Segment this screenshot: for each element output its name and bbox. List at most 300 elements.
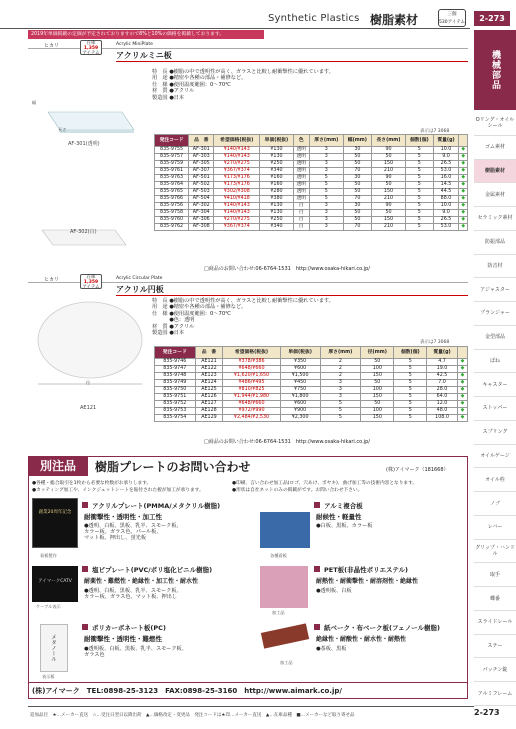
table-header: 厚さ(mm) xyxy=(309,135,343,147)
side-tab[interactable]: ばね xyxy=(474,350,516,374)
cart-icon[interactable]: ◆ xyxy=(459,147,468,154)
table-header: 希望価格(税抜) xyxy=(214,135,260,147)
table-cell: ¥378/¥386 xyxy=(223,359,280,366)
card3-title: 塩ビプレート(PVC/ポリ塩化ビニル樹脂) xyxy=(92,566,213,574)
table-row xyxy=(155,359,468,366)
table-row xyxy=(155,154,468,161)
p2-spec: ●色：透明 xyxy=(152,317,195,324)
pc-sign-image: メタノール xyxy=(40,624,68,672)
card5-title: ポリカーボネート板(PC) xyxy=(92,624,166,632)
table-cell: AF-303 xyxy=(189,154,214,161)
table-cell: 150 xyxy=(371,161,405,168)
card5-desc-line: ガラス色 xyxy=(84,652,105,659)
p1-en-name: Acrylic MiniPlate xyxy=(116,42,153,47)
footer-page-number: 2-273 xyxy=(474,708,500,717)
table-cell: 53.0 xyxy=(433,168,459,175)
p1-inquiry[interactable]: □商品のお問い合わせ:06-6764-1531 http://www.osaka-hikari.co.jp/ xyxy=(204,266,370,272)
table-cell: 3 xyxy=(309,217,343,224)
inquiry-note: ●印刷、言い合わせ加工品(ロゴ、穴あけ、ボヤキ)、曲げ加工等の技術内容となります。 xyxy=(232,481,418,486)
table-header: 品 番 xyxy=(195,347,223,359)
table-cell: ¥130 xyxy=(260,203,294,210)
card3-desc xyxy=(84,588,182,600)
table-cell: 835-9756 xyxy=(155,203,189,210)
table-cell: 50 xyxy=(343,161,371,168)
table-cell: AF-307 xyxy=(189,168,214,175)
table-cell: 透明 xyxy=(293,147,309,154)
card5-desc xyxy=(84,646,187,658)
p2-brand: ヒカリ xyxy=(44,277,60,283)
table-header: 径(mm) xyxy=(361,347,394,359)
table-cell: ¥140/¥143 xyxy=(214,210,260,217)
table-cell: 50 xyxy=(371,154,405,161)
table-cell: 90 xyxy=(371,175,405,182)
table-cell: ¥350 xyxy=(280,359,320,366)
table-cell: 835-9750 xyxy=(155,387,196,394)
table-cell: 5 xyxy=(406,175,434,182)
badge-line2: 530アイテム xyxy=(439,20,465,25)
inquiry-maker: (株)アイマーク（181668） xyxy=(386,467,449,473)
table-cell: 5 xyxy=(309,175,343,182)
table-row xyxy=(155,408,468,415)
p1-stock-box xyxy=(80,40,102,55)
p1-spec: 材 質 ●アクリル xyxy=(152,88,195,95)
table-cell: 50 xyxy=(361,401,394,408)
p1-count: 表示は7 3068 xyxy=(420,129,450,134)
inquiry-contact[interactable]: (株)アイマーク TEL:0898-25-3123 FAX:0898-25-3160 http://www.aimark.co.jp/ xyxy=(32,687,342,695)
table-row xyxy=(155,168,468,175)
price-notice: 2019年単価掲載の定価が予定されておりますので8%と10%の価格を掲載しております。 xyxy=(28,30,264,39)
header-kanji: 樹脂素材 xyxy=(370,13,419,27)
table-cell: 100 xyxy=(361,387,394,394)
cart-icon[interactable]: ◆ xyxy=(457,387,467,394)
table-cell: ¥302/¥308 xyxy=(214,189,260,196)
card2-bullet xyxy=(314,502,320,508)
side-tab[interactable]: 金型部品 xyxy=(474,326,516,350)
card1-desc xyxy=(84,523,182,542)
footer-legend: 追加品目 ★…メーカー直送 ☆…受注日翌日以降出荷 ▲…価格改定・変更品 発注コードは★印…メーカー直送 ▲…在庫品種 ■…メーカーなど取り寄せ品 xyxy=(30,713,355,718)
table-cell: ¥900 xyxy=(280,408,320,415)
table-cell: AF-501 xyxy=(189,175,214,182)
table-cell: ¥2,484/¥2,530 xyxy=(223,415,280,422)
p1-brand: ヒカリ xyxy=(44,43,60,49)
table-cell: AE123 xyxy=(195,373,223,380)
table-cell: 70 xyxy=(343,168,371,175)
table-cell: 150 xyxy=(371,189,405,196)
table-header: 色 xyxy=(293,135,309,147)
table-cell: AF-503 xyxy=(189,189,214,196)
table-cell: 835-9757 xyxy=(155,154,189,161)
p1-img2-label: AF-302(白) xyxy=(70,229,97,235)
table-cell: 5 xyxy=(406,189,434,196)
table-cell: ¥410/¥418 xyxy=(214,196,260,203)
table-cell: ¥648/¥660 xyxy=(223,366,280,373)
cart-icon[interactable]: ◆ xyxy=(457,359,467,366)
side-tab[interactable]: 取手 xyxy=(474,563,516,587)
table-cell: 5 xyxy=(406,217,434,224)
table-cell: 50 xyxy=(361,359,394,366)
table-cell: ¥130 xyxy=(260,154,294,161)
table-row xyxy=(155,394,468,401)
cart-icon[interactable]: ◆ xyxy=(459,182,468,189)
table-cell: ¥160 xyxy=(260,175,294,182)
table-cell: 5 xyxy=(394,373,427,380)
table-cell: 50 xyxy=(343,154,371,161)
table-cell: 90 xyxy=(371,147,405,154)
table-cell: 3 xyxy=(309,168,343,175)
table-cell: 50 xyxy=(371,182,405,189)
table-cell: 5 xyxy=(394,401,427,408)
table-header: 厚さ(mm) xyxy=(320,347,361,359)
table-cell: 3 xyxy=(309,224,343,231)
card2-desc-line: ●白板、黒板、カラー板 xyxy=(316,523,373,529)
table-row xyxy=(155,380,468,387)
sign-text-1: 創業20周年記念 xyxy=(38,510,72,515)
table-cell: ¥600 xyxy=(280,366,320,373)
cart-icon[interactable]: ◆ xyxy=(457,366,467,373)
table-cell: 5 xyxy=(406,224,434,231)
table-cell: AE128 xyxy=(195,408,223,415)
table-cell: ¥270/¥275 xyxy=(214,161,260,168)
card6-caption: 加工品 xyxy=(280,660,293,665)
cart-icon[interactable]: ◆ xyxy=(459,189,468,196)
cart-icon[interactable]: ◆ xyxy=(457,415,467,422)
table-cell: 835-9764 xyxy=(155,182,189,189)
table-cell: ¥600 xyxy=(280,401,320,408)
badge-line1: 三個 xyxy=(447,12,457,17)
table-cell: 5 xyxy=(394,408,427,415)
table-cell: 150 xyxy=(361,394,394,401)
table-header: 質量(g) xyxy=(433,135,459,147)
table-cell: 50 xyxy=(343,210,371,217)
table-header: 希望価格(税抜) xyxy=(223,347,280,359)
table-header: 個数(個) xyxy=(406,135,434,147)
table-cell: 835-9751 xyxy=(155,394,196,401)
p2-spec: 特 長 ●樹脂の中で透明性が高く、ガラスと比較し耐衝撃性に優れています。 xyxy=(152,298,334,304)
side-tab[interactable]: パッチン錠 xyxy=(474,658,516,682)
table-cell: 透明 xyxy=(293,161,309,168)
card3-caption: ケーブル表示 xyxy=(36,604,61,609)
table-row xyxy=(155,387,468,394)
table-cell: 835-9747 xyxy=(155,366,196,373)
table-cell: 28.0 xyxy=(427,387,458,394)
table-cell: 90 xyxy=(371,203,405,210)
table-cell: ¥173/¥176 xyxy=(214,182,260,189)
p1-stock-label: 在庫 xyxy=(86,41,96,46)
table-cell: 2 xyxy=(320,366,361,373)
table-cell: 14.5 xyxy=(433,182,459,189)
side-tab[interactable]: セラミック素材 xyxy=(474,207,516,231)
cart-icon[interactable]: ◆ xyxy=(459,224,468,231)
table-cell: 30 xyxy=(343,203,371,210)
side-tab[interactable]: アルミフレーム xyxy=(474,682,516,706)
table-cell: 5 xyxy=(394,415,427,422)
cart-icon[interactable]: ◆ xyxy=(459,196,468,203)
card4-caption: 加工品 xyxy=(272,610,285,615)
table-cell: 白 xyxy=(293,203,309,210)
table-cell: 44.5 xyxy=(433,189,459,196)
p2-stock-unit: アイテム xyxy=(82,285,100,290)
cart-icon[interactable]: ◆ xyxy=(457,408,467,415)
table-cell: 3 xyxy=(309,161,343,168)
table-header: 発注コード xyxy=(155,135,189,147)
table-header: 幅(mm) xyxy=(343,135,371,147)
table-cell: 835-9752 xyxy=(155,401,196,408)
table-row xyxy=(155,373,468,380)
card1-caption: 看板製作 xyxy=(40,553,57,558)
table-cell: 3 xyxy=(320,380,361,387)
table-cell: 210 xyxy=(371,196,405,203)
table-cell: 835-9746 xyxy=(155,359,196,366)
table-cell: 835-9765 xyxy=(155,189,189,196)
table-cell: ¥130 xyxy=(260,147,294,154)
table-cell: 5 xyxy=(309,182,343,189)
table-cell: 5 xyxy=(320,408,361,415)
p2-inquiry[interactable]: □商品のお問い合わせ:06-6764-1531 http://www.osaka-hikari.co.jp/ xyxy=(204,439,370,445)
table-row xyxy=(155,196,468,203)
p1-name: アクリルミニ板 xyxy=(116,51,172,60)
table-cell: 30 xyxy=(343,147,371,154)
table-cell: 5 xyxy=(406,154,434,161)
p2-en-name: Acrylic Circular Plate xyxy=(116,276,163,281)
table-cell: 5 xyxy=(394,366,427,373)
table-row xyxy=(155,175,468,182)
side-tab[interactable]: アジャスター xyxy=(474,278,516,302)
table-cell: AE122 xyxy=(195,366,223,373)
table-row xyxy=(155,224,468,231)
card5-desc-line: ●透明板、白板、黒板、乳半、スモーク板、 xyxy=(84,646,187,652)
table-cell: 3 xyxy=(320,387,361,394)
p2-count: 表示は7 3068 xyxy=(420,340,450,345)
table-cell: 3 xyxy=(320,394,361,401)
cart-icon[interactable]: ◆ xyxy=(459,161,468,168)
p1-img1-label: AF-301(透明) xyxy=(68,141,100,147)
table-cell: ¥367/¥374 xyxy=(214,224,260,231)
table-cell: ¥340 xyxy=(260,224,294,231)
card6-bullet xyxy=(314,624,320,630)
side-tab[interactable]: スライドレール xyxy=(474,611,516,635)
table-cell: 5 xyxy=(406,182,434,189)
table-cell: ¥1,800 xyxy=(280,394,320,401)
table-cell: AF-306 xyxy=(189,217,214,224)
side-tab[interactable]: 金属素材 xyxy=(474,183,516,207)
p2-spec: 材 質 ●アクリル xyxy=(152,323,195,330)
card6-desc-line: ●茶板、黒板 xyxy=(316,646,347,652)
table-cell: AF-308 xyxy=(189,224,214,231)
side-tab[interactable]: オイル栓 xyxy=(474,468,516,492)
pvc-sign-image xyxy=(32,566,78,602)
table-cell: ¥1,944/¥1,980 xyxy=(223,394,280,401)
table-cell: ¥750 xyxy=(280,387,320,394)
table-cell: 9.0 xyxy=(433,210,459,217)
table-cell: 白 xyxy=(293,224,309,231)
table-cell: 48.0 xyxy=(427,408,458,415)
card4-feature: 耐熱性・耐衝撃性・耐溶剤性・絶縁性 xyxy=(316,578,419,585)
table-cell: 5 xyxy=(406,203,434,210)
cart-icon[interactable]: ◆ xyxy=(459,168,468,175)
side-tab[interactable]: キャスター xyxy=(474,373,516,397)
card5-bullet xyxy=(82,624,88,630)
card6-desc xyxy=(316,646,346,652)
inquiry-tag: 別注品 xyxy=(28,456,88,476)
side-tab[interactable]: オイルゲージ xyxy=(474,445,516,469)
table-cell: ¥173/¥176 xyxy=(214,175,260,182)
table-row xyxy=(155,210,468,217)
table-cell: AE127 xyxy=(195,401,223,408)
table-cell: AE126 xyxy=(195,394,223,401)
side-tab[interactable]: ゴム素材 xyxy=(474,136,516,160)
table-header xyxy=(459,135,468,147)
table-cell: 835-9748 xyxy=(155,373,196,380)
table-cell: ¥270/¥275 xyxy=(214,217,260,224)
cart-icon[interactable]: ◆ xyxy=(457,373,467,380)
table-cell: 5 xyxy=(406,161,434,168)
cart-icon[interactable]: ◆ xyxy=(457,380,467,387)
p1-specs xyxy=(152,69,334,101)
table-cell: 5 xyxy=(309,189,343,196)
p1-spec: 製造国 ●日本 xyxy=(152,94,185,101)
table-row xyxy=(155,182,468,189)
cart-icon[interactable]: ◆ xyxy=(459,175,468,182)
cart-icon[interactable]: ◆ xyxy=(459,217,468,224)
table-header: 長さ(mm) xyxy=(371,135,405,147)
table-row xyxy=(155,203,468,210)
table-cell: 150 xyxy=(361,373,394,380)
table-cell: 835-9766 xyxy=(155,196,189,203)
table-cell: 透明 xyxy=(293,175,309,182)
inquiry-title: 樹脂プレートのお問い合わせ xyxy=(95,460,251,474)
p2-spec: 仕 様 ●使用温度範囲：0〜70℃ xyxy=(152,310,231,317)
table-cell: AF-504 xyxy=(189,196,214,203)
table-cell: 70 xyxy=(343,196,371,203)
table-cell: AE129 xyxy=(195,415,223,422)
side-tab[interactable]: グリップ・ハンドル xyxy=(474,540,516,564)
table-cell: 白 xyxy=(293,217,309,224)
card1-desc-line: カラー板、ガラス色、パール板、 xyxy=(84,529,162,536)
p2-rule xyxy=(116,295,468,296)
table-cell: ¥367/¥374 xyxy=(214,168,260,175)
side-tab[interactable]: レバー xyxy=(474,516,516,540)
side-tab[interactable]: ステー xyxy=(474,635,516,659)
sign-text-2: アイマークCATV xyxy=(38,579,72,584)
table-cell: 3 xyxy=(309,154,343,161)
cart-icon[interactable]: ◆ xyxy=(459,203,468,210)
p1-stock-count: 1,359 xyxy=(83,46,99,51)
card4-bullet xyxy=(314,566,320,572)
acrylic-sign-image xyxy=(32,498,78,548)
footer-rule xyxy=(28,706,474,707)
table-cell: ¥250 xyxy=(260,217,294,224)
table-cell: ¥1,620/¥1,650 xyxy=(223,373,280,380)
card3-desc-line: カラー板、ガラス色、マット板、押出し xyxy=(84,594,178,601)
table-cell: ¥1,500 xyxy=(280,373,320,380)
aluminium-sign-image xyxy=(260,512,310,548)
table-cell: ¥486/¥495 xyxy=(223,380,280,387)
side-tab[interactable]: Oリング・オイルシール xyxy=(474,112,516,136)
p2-img-label: AE121 xyxy=(80,405,97,411)
side-tab[interactable]: プランジャー xyxy=(474,302,516,326)
header-title: Synthetic Plastics xyxy=(268,13,360,24)
table-cell: 150 xyxy=(371,217,405,224)
table-cell: 64.0 xyxy=(427,394,458,401)
table-header: 単価(税抜) xyxy=(260,135,294,147)
table-cell: 透明 xyxy=(293,189,309,196)
card5-feature: 耐衝撃性・透明性・難燃性 xyxy=(84,635,162,643)
side-tab[interactable]: 樹脂素材 xyxy=(474,160,516,184)
table-cell: 53.0 xyxy=(433,224,459,231)
card1-desc-line: マット板、押出し、蛍光板 xyxy=(84,535,147,542)
table-cell: ¥972/¥990 xyxy=(223,408,280,415)
table-cell: AF-305 xyxy=(189,161,214,168)
table-cell: 50 xyxy=(343,182,371,189)
p2-dim: 径 xyxy=(86,380,91,385)
table-cell: 50 xyxy=(343,217,371,224)
card4-desc-line: ●透明板、白板 xyxy=(316,588,352,594)
table-cell: 9.0 xyxy=(433,154,459,161)
table-cell: 42.5 xyxy=(427,373,458,380)
table-row xyxy=(155,147,468,154)
table-cell: AF-301 xyxy=(189,147,214,154)
side-tab[interactable]: 防振部品 xyxy=(474,231,516,255)
side-main-tab[interactable]: 機械部品 xyxy=(474,30,516,110)
card4-title: PET板(非晶性ポリエステル) xyxy=(324,566,408,574)
table-cell: 835-9763 xyxy=(155,175,189,182)
side-tab[interactable]: ノブ xyxy=(474,492,516,516)
table-cell: 4.7 xyxy=(427,359,458,366)
table-cell: 50 xyxy=(371,210,405,217)
table-cell: 835-9760 xyxy=(155,217,189,224)
table-cell: 5 xyxy=(406,196,434,203)
table-cell: 26.5 xyxy=(433,217,459,224)
p2-name: アクリル円板 xyxy=(116,285,164,294)
card6-feature: 絶縁性・耐酸性・耐水性・耐熱性 xyxy=(316,636,407,643)
header-page-number: 2-273 xyxy=(474,11,510,26)
table-cell: 835-9754 xyxy=(155,415,196,422)
card2-desc xyxy=(316,523,372,529)
table-cell: 3 xyxy=(309,210,343,217)
table-cell: 2 xyxy=(320,359,361,366)
p2-product-image xyxy=(32,298,144,388)
card5-caption: 表示板 xyxy=(42,674,55,679)
table-cell: 10.0 xyxy=(433,147,459,154)
table-cell: ¥810/¥825 xyxy=(223,387,280,394)
inquiry-note: ●カッティング加工や、インクジェットシートを貼付された板が加工が承ります。 xyxy=(32,488,204,493)
cart-icon[interactable]: ◆ xyxy=(459,210,468,217)
inquiry-note: ●各種・総合取引を1枚から必要な枚数がお承りします。 xyxy=(32,481,152,486)
p1-stock-unit: アイテム xyxy=(82,51,100,56)
card2-feature: 耐候性・軽量性 xyxy=(316,513,362,521)
side-tab[interactable]: スプリング xyxy=(474,421,516,445)
side-tab[interactable]: 蝶番 xyxy=(474,587,516,611)
p1-rule xyxy=(116,61,468,62)
table-cell: 210 xyxy=(371,168,405,175)
cart-icon[interactable]: ◆ xyxy=(457,401,467,408)
table-cell: 5 xyxy=(394,387,427,394)
table-cell: ¥160 xyxy=(260,182,294,189)
cart-icon[interactable]: ◆ xyxy=(457,394,467,401)
table-cell: 5 xyxy=(320,401,361,408)
table-cell: AE125 xyxy=(195,387,223,394)
table-header: 個数(個) xyxy=(394,347,427,359)
side-tab[interactable]: 防音材 xyxy=(474,255,516,279)
table-header: 品 番 xyxy=(189,135,214,147)
table-cell: AF-502 xyxy=(189,182,214,189)
card3-feature: 耐薬性・難燃性・絶縁性・加工性・耐水性 xyxy=(84,578,199,585)
side-tab[interactable]: ストッパー xyxy=(474,397,516,421)
table-cell: 5 xyxy=(406,147,434,154)
table-cell: 透明 xyxy=(293,154,309,161)
card1-desc-line: ●透明、白板、黒板、乳半、スモーク板、 xyxy=(84,523,182,529)
cart-icon[interactable]: ◆ xyxy=(459,154,468,161)
